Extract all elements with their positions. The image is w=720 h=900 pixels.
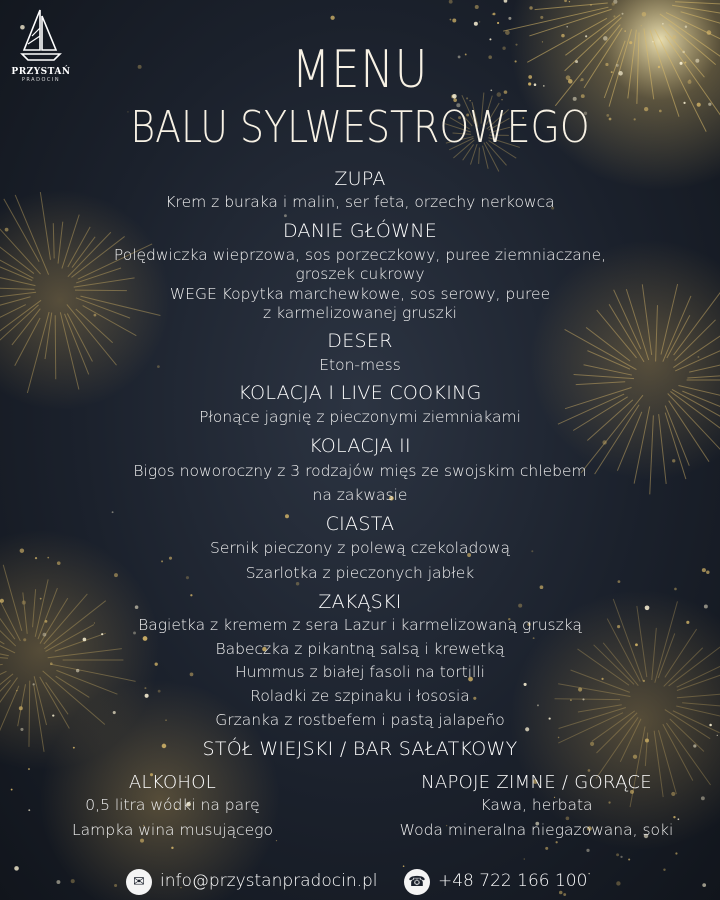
menu-item: Woda mineralna niegazowana, soki [399, 821, 674, 839]
menu-item: Sernik pieczony z polewą czekoladową [210, 539, 510, 557]
menu-item: Lampka wina musującego [72, 821, 273, 839]
section-heading-deser: DESER [327, 330, 393, 352]
section-heading-napoje: NAPOJE ZIMNE / GORĄCE [421, 772, 652, 793]
menu-item: WEGE Kopytka marchewkowe, sos serowy, puree [169, 285, 551, 303]
menu-item: Eton-mess [319, 356, 401, 374]
section-heading-zakaski: ZAKĄSKI [318, 591, 402, 613]
menu-item: Bagietka z kremem z sera Lazur i karmelizowaną gruszką [138, 616, 582, 634]
menu-item: na zakwasie [312, 486, 408, 504]
section-heading-stol-wiejski: STÓŁ WIEJSKI / BAR SAŁATKOWY [202, 738, 518, 760]
menu-item: Kawa, herbata [480, 796, 593, 814]
menu-item: Roladki ze szpinaku i łososia [250, 687, 470, 705]
menu-item: Grzanka z rostbefem i pastą jalapeño [215, 711, 505, 729]
title-line-2: BALU SYLWESTROWEGO [130, 102, 590, 153]
section-heading-zupa: ZUPA [334, 168, 386, 190]
menu-item: Babeczka z pikantną salsą i krewetką [215, 640, 505, 658]
menu-item: Bigos noworoczny z 3 rodzajów mięs ze swojskim chlebem [133, 462, 587, 480]
section-heading-alkohol: ALKOHOL [128, 772, 217, 793]
menu-item: Hummus z białej fasoli na tortilli [235, 663, 485, 681]
section-heading-danie-glowne: DANIE GŁÓWNE [282, 220, 438, 242]
envelope-icon: ✉ [126, 869, 152, 895]
brand-name: PRZYSTAŃ [11, 67, 71, 77]
contact-phone[interactable]: +48 722 166 100 [438, 871, 588, 891]
menu-item: Krem z buraka i malin, ser feta, orzechy nerkowca [165, 193, 555, 211]
menu-item: z karmelizowanej gruszki [263, 304, 457, 322]
menu-item: 0,5 litra wódki na parę [85, 796, 260, 814]
menu-item: Płonące jagnię z pieczonymi ziemniakami [199, 408, 521, 426]
telephone-icon: ☎ [404, 869, 430, 895]
contact-email[interactable]: info@przystanpradocin.pl [160, 871, 378, 891]
section-heading-kolacja-1: KOLACJA I LIVE COOKING [238, 382, 482, 404]
brand-subtitle: PRADOCIN [21, 77, 61, 83]
menu-item: groszek cukrowy [295, 265, 425, 283]
menu-item: Polędwiczka wieprzowa, sos porzeczkowy, puree ziemniaczane, [113, 246, 607, 264]
title-line-1: MENU [291, 40, 429, 100]
section-heading-ciasta: CIASTA [325, 513, 395, 535]
section-heading-kolacja-2: KOLACJA II [309, 435, 411, 457]
menu-item: Szarlotka z pieczonych jabłek [245, 564, 475, 582]
